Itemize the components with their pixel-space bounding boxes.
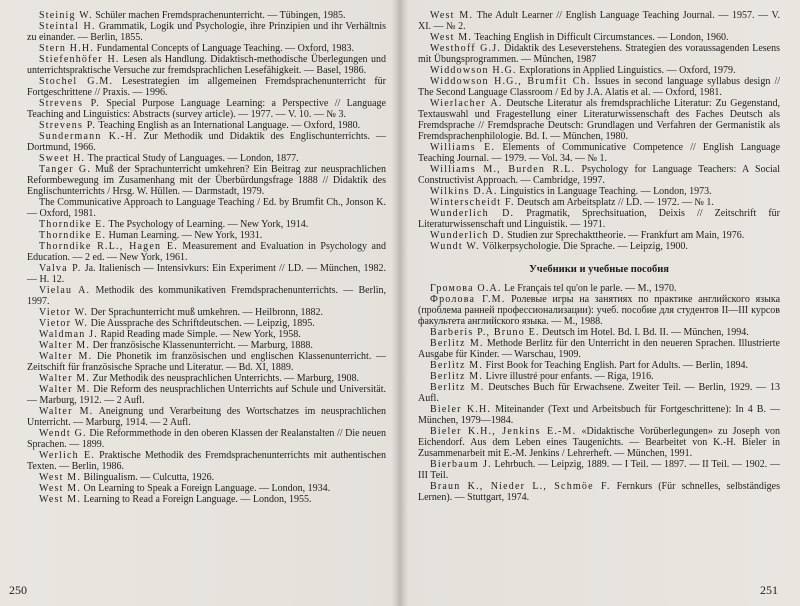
bibliography-entry — [418, 481, 780, 503]
entry-author: Waldman J. — [39, 329, 98, 340]
bibliography-entry — [418, 338, 780, 360]
bibliography-entry — [27, 307, 386, 318]
entry-text: Measurement and Evaluation in Psychology and Education. — 2 ed. — New York, 1961. — [27, 241, 386, 263]
entry-text: «Didaktische Vorüberlegungen» zu Joseph von Eichendorf. Aus dem Leben eines Taugenichts. — Bearbeitet von K.-H. Bieler in Zusammenarbeit mit E.-M. Jenkins / Lehrerheft. — München, 1991. — [418, 426, 780, 459]
entry-author: Wierlacher A. — [430, 98, 503, 109]
entry-text: Die Aussprache des Schriftdeutschen. — Leipzig, 1895. — [88, 318, 315, 329]
bibliography-entry — [418, 10, 780, 32]
bibliography-entry — [418, 327, 780, 338]
entry-author: West M. — [39, 494, 82, 505]
entry-text: Linguistics in Language Teaching. — London, 1973. — [497, 186, 712, 197]
entry-author: Thorndike E. — [39, 230, 107, 241]
entry-author: Williams M., Burden R.L. — [430, 164, 576, 175]
entry-text: Lehrbuch. — Leipzig, 1889. — I Teil. — 1897. — II Teil. — 1902. — III Teil. — [418, 459, 781, 481]
entry-author: Walter M. — [39, 340, 91, 351]
entry-author: Walter M. — [39, 373, 91, 384]
entry-author: Barberis P., Bruno E. — [430, 327, 540, 338]
entry-author: Braun K., Nieder L., Schmöe F. — [430, 481, 611, 492]
entry-text: Fernkurs (Für schnelles, selbständiges Lernen). — Stuttgart, 1974. — [418, 481, 780, 503]
bibliography-entry — [27, 318, 386, 329]
right-page — [400, 0, 800, 606]
bibliography-entry — [418, 65, 780, 76]
entry-author: West M. — [39, 472, 82, 483]
entry-author: West M. — [430, 10, 474, 21]
bibliography-entry — [27, 153, 386, 164]
entry-author: Stochel G.M. — [39, 76, 114, 87]
bibliography-entry — [27, 373, 386, 384]
entry-text: Rapid Reading made Simple. — New York, 1958. — [97, 329, 301, 340]
entry-author: Walter M. — [39, 351, 93, 362]
entry-author: Tanger G. — [39, 164, 92, 175]
bibliography-entry — [418, 294, 780, 327]
entry-author: Stern H.H. — [39, 43, 95, 54]
bibliography-entry — [27, 131, 386, 153]
bibliography-entry — [27, 197, 386, 219]
entry-author: Berlitz M. — [430, 338, 484, 349]
bibliography-entry — [27, 285, 386, 307]
entry-text: Elements of Communicative Competence // English Language Teaching Journal. — 1979. — Vol. 34. — № 1. — [418, 142, 781, 164]
entry-author: Sundermann K.-H. — [39, 131, 138, 142]
entry-text: Didaktik des Leseverstehens. Strategien des voraussagenden Lesens mit Übungsprogrammen. — München, 1987 — [418, 43, 780, 65]
section-heading: Учебники и учебные пособия — [529, 264, 669, 275]
entry-author: West M. — [39, 483, 82, 494]
bibliography-entry — [27, 76, 386, 98]
entry-author: Vietor W. — [39, 307, 89, 318]
entry-text: Deutsch im Hotel. Bd. I. Bd. II. — München, 1994. — [539, 327, 749, 338]
entry-author: Wundt W. — [430, 241, 480, 252]
entry-text: Special Purpose Language Learning: a Perspective // Language Teaching and Linguistics: Abstracts (survey article). — 1977. — V. 10. — № 3. — [27, 98, 386, 120]
entry-author: Berlitz M. — [430, 360, 484, 371]
entry-author: Thorndike E. — [39, 219, 107, 230]
entry-author: Bierbaum J. — [430, 459, 492, 470]
page-number: 251 — [760, 583, 778, 597]
bibliography-entry — [418, 371, 780, 382]
entry-author: Bieler K.H., Jenkins E.-M. — [430, 426, 577, 437]
bibliography-entry — [418, 98, 780, 142]
bibliography-entry — [27, 472, 386, 483]
bibliography-entry — [27, 340, 386, 351]
entry-author: Strevens P. — [39, 120, 97, 131]
entry-text: Lesestrategien im allgemeinen Fremdsprachenunterricht für Fortgeschrittene // Praxis. — 1996. — [27, 76, 386, 98]
bibliography-entry — [27, 219, 386, 230]
entry-author: Фролова Г.М. — [430, 294, 506, 305]
entry-text: Lesen als Handlung. Didaktisch-methodische Überlegungen und unterrichtspraktische Versuche zur fremdsprachlichen Lesefähigkeit. — Basel, 1986. — [27, 54, 386, 76]
entry-text: Teaching English as an International Language. — Oxford, 1980. — [96, 120, 361, 131]
bibliography-entry — [418, 426, 780, 459]
entry-text: Zur Methodik des neusprachlichen Unterrichts. — Marburg, 1908. — [90, 373, 360, 384]
bibliography-entry — [418, 76, 780, 98]
entry-text: Völkerpsychologie. Die Sprache. — Leipzig, 1900. — [479, 241, 688, 252]
entry-text: Die Reform des neusprachlichen Unterrichts auf Schule und Universität. — Marburg, 1912. — 2 Aufl. — [27, 384, 386, 406]
entry-text: First Book for Teaching English. Part for Adults. — Berlin, 1894. — [483, 360, 749, 371]
entry-author: Steintal H. — [39, 21, 96, 32]
entry-text: Human Learning. — New York, 1931. — [106, 230, 263, 241]
bibliography-entry — [27, 494, 386, 505]
entry-text: Muß der Sprachunterricht umkehren? Ein Beitrag zur neusprachlichen Reformbewegung im Zusamenhang mit der Überbürdungsfrage 1888 // Didaktik des Englischunterrichts / Hrsg. W. Hüllen. — Darmstadt, 1979. — [27, 164, 386, 197]
entry-text: The Adult Learner // English Language Teaching Journal. — 1957. — V. XI. — № 2. — [418, 10, 780, 32]
bibliography-entry — [27, 164, 386, 197]
entry-text: Grammatik, Logik und Psychologie, ihre Prinzipien und ihr Verhältnis zu einander. — Berlin, 1855. — [27, 21, 386, 43]
textbook-list — [418, 283, 780, 503]
entry-text: Die Phonetik im französischen und englischen Klassenunterricht. — Zeitschift für französische Sprache und Literatur. — Bd. XI, 1889. — [27, 351, 387, 373]
entry-text: Learning to Read a Foreign Language. — London, 1955. — [81, 494, 312, 505]
entry-author: Williams E. — [430, 142, 496, 153]
entry-author: Walter M. — [39, 406, 94, 417]
entry-text: Deutsches Buch für Erwachsene. Zweiter Teil. — Berlin, 1929. — 13 Aufl. — [418, 382, 780, 404]
entry-text: Deutsche Literatur als fremdsprachliche Literatur: Zu Gegenstand, Textauswahl und Fragestellung einer Literaturwissenschaft des Faches Deutsch als Fremdsprache // Fremdsprache Deutsch: Grundlagen und Verfahren der Germanistik als Fremdsprachenphilologie. Bd. I. — München, 1980. — [418, 98, 781, 142]
entry-author: Walter M. — [39, 384, 91, 395]
entry-text: Explorations in Applied Linguistics. — Oxford, 1979. — [516, 65, 736, 76]
entry-text: Ja. Italienisch — Intensivkurs: Ein Experiment // LD. — München, 1982. — H. 12. — [27, 263, 386, 285]
entry-text: Teaching English in Difficult Circumstances. — London, 1960. — [472, 32, 729, 43]
bibliography-entry — [27, 483, 386, 494]
entry-text: Bilingualism. — Culcutta, 1926. — [81, 472, 215, 483]
entry-text: Praktische Methodik des Fremdsprachenunterrichts mit authentischen Texten. — Berlin, 1986. — [27, 450, 386, 472]
bibliography-entry — [27, 263, 386, 285]
entry-text: Die Reformmethode in den oberen Klassen der Realanstalten // Die neuen Sprachen. — 1899. — [27, 428, 386, 450]
bibliography-entry — [418, 142, 780, 164]
entry-text: Fundamental Concepts of Language Teaching. — Oxford, 1983. — [94, 43, 354, 54]
bibliography-entry — [418, 208, 780, 230]
bibliography-entry — [418, 197, 780, 208]
entry-text: Studien zur Sprechakttheorie. — Frankfurt am Main, 1976. — [504, 230, 745, 241]
bibliography-entry — [27, 351, 386, 373]
entry-author: Vietor W. — [39, 318, 89, 329]
bibliography-entry — [27, 230, 386, 241]
entry-author: Widdowson H.G., Brumfit Ch. — [430, 76, 591, 87]
bibliography-entry — [418, 230, 780, 241]
entry-author: Werlich E. — [39, 450, 96, 461]
bibliography-entry — [418, 404, 780, 426]
entry-author: Strevens P. — [39, 98, 100, 109]
entry-author: Stiefenhöfer H. — [39, 54, 120, 65]
entry-author: Wilkins D.A. — [430, 186, 498, 197]
entry-author: Vielau A. — [39, 285, 91, 296]
entry-author: Sweet H. — [39, 153, 86, 164]
entry-text: Pragmatik, Sprechsituation, Deixis // Zeitschrift für Literaturwissenschaft und Linguistik. — 1971. — [418, 208, 781, 230]
bibliography-list — [27, 10, 386, 505]
entry-text: Miteinander (Text und Arbeitsbuch für Fortgeschrittene): In 4 B. — München, 1979—1984. — [418, 404, 780, 426]
entry-text: Schüler machen Fremdsprachenunterricht. — Tübingen, 1985. — [92, 10, 346, 21]
entry-author: Bieler K.H. — [430, 404, 492, 415]
entry-author: Widdowson H.G. — [430, 65, 517, 76]
entry-author: West M. — [430, 32, 473, 43]
bibliography-entry — [418, 32, 780, 43]
bibliography-entry — [27, 241, 386, 263]
entry-author: Valva P. — [39, 263, 82, 274]
bibliography-entry — [418, 283, 780, 294]
bibliography-entry — [27, 428, 386, 450]
entry-text: Deutsch am Arbeitsplatz // LD. — 1972. — № 1. — [514, 197, 714, 208]
bibliography-entry — [418, 241, 780, 252]
entry-author: Steinig W. — [39, 10, 93, 21]
bibliography-entry — [418, 164, 780, 186]
entry-text: Le Français tel qu'on le parle. — М., 1970. — [501, 283, 677, 294]
bibliography-entry — [27, 329, 386, 340]
entry-text: The practical Study of Languages. — London, 1877. — [85, 153, 299, 164]
page-number: 250 — [9, 583, 27, 597]
bibliography-entry — [27, 384, 386, 406]
entry-text: Livre illustré pour enfants. — Riga, 1916. — [483, 371, 654, 382]
entry-author: Winterscheidt F. — [430, 197, 515, 208]
bibliography-entry — [27, 21, 386, 43]
bibliography-entry — [418, 360, 780, 371]
entry-text: Der Sprachunterricht muß umkehren. — Heilbronn, 1882. — [88, 307, 324, 318]
bibliography-entry — [418, 382, 780, 404]
bibliography-entry — [418, 459, 780, 481]
entry-author: Wunderlich D. — [430, 208, 515, 219]
entry-author: Berlitz M. — [430, 382, 485, 393]
entry-text: Zur Methodik und Didaktik des Englischunterrichts. — Dortmund, 1966. — [27, 131, 386, 153]
entry-text: Psychology for Language Teachers: A Social Constructivist Approach. — Cambridge, 1997. — [418, 164, 781, 186]
entry-author: Wendt G. — [39, 428, 87, 439]
entry-author: Westhoff G.J. — [430, 43, 502, 54]
bibliography-entry — [27, 43, 386, 54]
entry-text: The Communicative Approach to Language Teaching / Ed. by Brumfit Ch., Jonson K. — Oxford, 1981. — [27, 197, 386, 219]
entry-text: Ролевые игры на занятиях по практике английского языка (проблема ранней профессионализации): учеб. пособие для студентов II—III курсов факультета английского языка. — М., 1988. — [418, 294, 781, 327]
entry-author: Thorndike R.L., Hagen E. — [39, 241, 178, 252]
bibliography-entry — [27, 406, 386, 428]
entry-text: The Psychology of Learning. — New York, 1914. — [106, 219, 309, 230]
bibliography-list — [418, 10, 780, 252]
entry-text: Methodik des kommunikativen Fremdsprachenunterrichts. — Berlin, 1997. — [27, 285, 387, 307]
bibliography-entry — [27, 98, 386, 120]
bibliography-entry — [27, 120, 386, 131]
bibliography-entry — [418, 186, 780, 197]
entry-text: Issues in second language syllabus design // The Second Language Classroom / Ed by J.A. Alatis et al. — Oxford, 1981. — [418, 76, 781, 98]
entry-author: Berlitz M. — [430, 371, 484, 382]
entry-text: Der französische Klassenunterricht. — Marburg, 1888. — [90, 340, 313, 351]
bibliography-entry — [27, 10, 386, 21]
entry-author: Громова О.А. — [430, 283, 502, 294]
entry-text: Methode Berlitz für den Unterricht in den neueren Sprachen. Illustrierte Ausgabe für Kinder. — Warschau, 1909. — [418, 338, 780, 360]
entry-text: Aneignung und Verarbeitung des Wortschatzes im neusprachlichen Unterricht. — Marburg, 1914. — 2 Aufl. — [27, 406, 387, 428]
entry-author: Wunderlich D. — [430, 230, 505, 241]
bibliography-entry — [418, 43, 780, 65]
bibliography-entry — [27, 450, 386, 472]
entry-text: On Learning to Speak a Foreign Language. — London, 1934. — [81, 483, 331, 494]
bibliography-entry — [27, 54, 386, 76]
